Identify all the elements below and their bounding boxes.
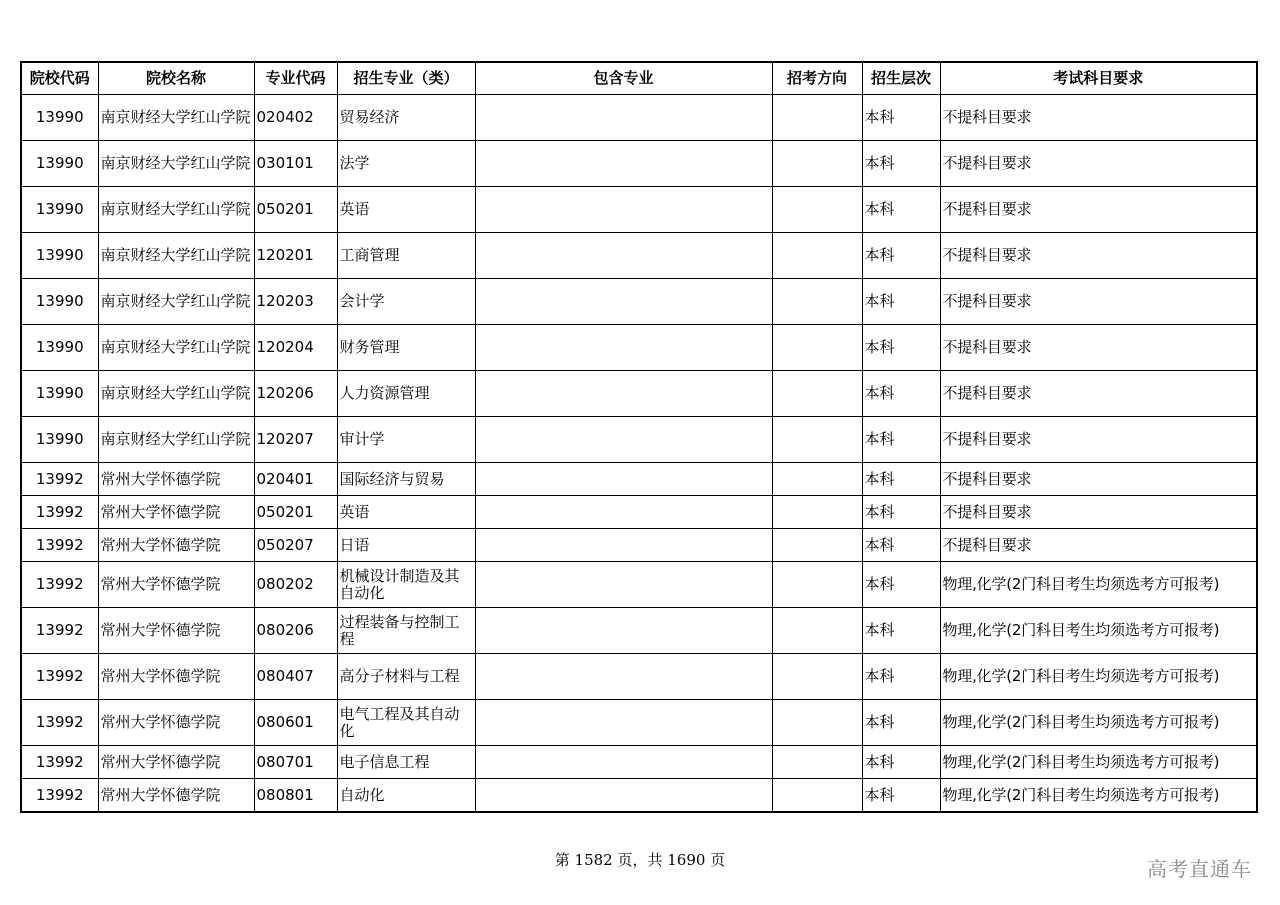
table-row [21,496,1257,529]
cell-direction [772,141,862,187]
cell-requirement: 不提科目要求 [940,463,1257,496]
table-row [21,325,1257,371]
cell-level: 本科 [862,187,940,233]
cell-includes [475,746,772,779]
table-row [21,562,1257,608]
cell-major: 审计学 [337,417,475,463]
cell-major-code: 120201 [254,233,337,279]
cell-major-code: 080801 [254,779,337,813]
cell-requirement: 不提科目要求 [940,417,1257,463]
cell-major-code: 030101 [254,141,337,187]
cell-major-code: 050201 [254,496,337,529]
cell-school-name: 常州大学怀德学院 [98,654,254,700]
cell-direction [772,233,862,279]
cell-major-code: 050201 [254,187,337,233]
cell-includes [475,779,772,813]
cell-school-code: 13992 [21,608,98,654]
cell-school-code: 13990 [21,371,98,417]
cell-major: 自动化 [337,779,475,813]
cell-level: 本科 [862,529,940,562]
table-row [21,779,1257,813]
cell-level: 本科 [862,654,940,700]
cell-direction [772,325,862,371]
cell-major: 英语 [337,187,475,233]
cell-level: 本科 [862,233,940,279]
table-row [21,417,1257,463]
cell-requirement: 不提科目要求 [940,496,1257,529]
header-direction: 招考方向 [772,62,862,95]
cell-school-name: 南京财经大学红山学院 [98,95,254,141]
cell-direction [772,779,862,813]
cell-school-name: 常州大学怀德学院 [98,496,254,529]
cell-major-code: 120207 [254,417,337,463]
header-school-code: 院校代码 [21,62,98,95]
cell-direction [772,562,862,608]
cell-level: 本科 [862,325,940,371]
cell-includes [475,562,772,608]
cell-school-code: 13990 [21,279,98,325]
cell-school-name: 南京财经大学红山学院 [98,371,254,417]
cell-school-name: 常州大学怀德学院 [98,608,254,654]
cell-requirement: 不提科目要求 [940,187,1257,233]
cell-school-name: 常州大学怀德学院 [98,746,254,779]
cell-major-code: 080601 [254,700,337,746]
cell-level: 本科 [862,562,940,608]
cell-school-name: 常州大学怀德学院 [98,700,254,746]
cell-school-name: 南京财经大学红山学院 [98,325,254,371]
cell-major-code: 120206 [254,371,337,417]
table-row [21,608,1257,654]
cell-school-code: 13992 [21,654,98,700]
table-body [21,95,1257,813]
cell-includes [475,463,772,496]
cell-requirement: 物理,化学(2门科目考生均须选考方可报考) [940,746,1257,779]
cell-major-code: 080407 [254,654,337,700]
cell-major: 电子信息工程 [337,746,475,779]
cell-requirement: 物理,化学(2门科目考生均须选考方可报考) [940,608,1257,654]
cell-major: 电气工程及其自动化 [337,700,475,746]
cell-direction [772,654,862,700]
cell-level: 本科 [862,95,940,141]
cell-direction [772,608,862,654]
table-row [21,279,1257,325]
cell-includes [475,233,772,279]
cell-school-code: 13992 [21,463,98,496]
header-requirement: 考试科目要求 [940,62,1257,95]
cell-includes [475,95,772,141]
cell-includes [475,141,772,187]
cell-major: 英语 [337,496,475,529]
table-row [21,233,1257,279]
cell-requirement: 不提科目要求 [940,233,1257,279]
table-row [21,371,1257,417]
table-row [21,141,1257,187]
cell-school-code: 13990 [21,325,98,371]
cell-direction [772,279,862,325]
cell-level: 本科 [862,417,940,463]
cell-level: 本科 [862,463,940,496]
cell-includes [475,654,772,700]
cell-major-code: 120204 [254,325,337,371]
cell-school-code: 13990 [21,233,98,279]
cell-requirement: 不提科目要求 [940,325,1257,371]
table-row [21,187,1257,233]
page-number: 第 1582 页，共 1690 页 [554,851,726,869]
cell-major-code: 080701 [254,746,337,779]
cell-requirement: 物理,化学(2门科目考生均须选考方可报考) [940,700,1257,746]
cell-requirement: 不提科目要求 [940,141,1257,187]
table-row [21,654,1257,700]
cell-includes [475,279,772,325]
cell-major-code: 080202 [254,562,337,608]
cell-includes [475,529,772,562]
cell-requirement: 物理,化学(2门科目考生均须选考方可报考) [940,654,1257,700]
cell-direction [772,463,862,496]
cell-direction [772,371,862,417]
cell-major-code: 020401 [254,463,337,496]
cell-requirement: 不提科目要求 [940,529,1257,562]
table-header-row [21,62,1257,95]
cell-major: 机械设计制造及其自动化 [337,562,475,608]
cell-school-name: 南京财经大学红山学院 [98,417,254,463]
cell-school-code: 13990 [21,141,98,187]
admission-table [20,61,1258,813]
cell-level: 本科 [862,141,940,187]
cell-includes [475,325,772,371]
cell-major-code: 050207 [254,529,337,562]
cell-major: 法学 [337,141,475,187]
header-major-code: 专业代码 [254,62,337,95]
cell-school-name: 常州大学怀德学院 [98,562,254,608]
cell-school-code: 13992 [21,779,98,813]
cell-level: 本科 [862,279,940,325]
cell-requirement: 物理,化学(2门科目考生均须选考方可报考) [940,779,1257,813]
cell-includes [475,371,772,417]
cell-school-name: 南京财经大学红山学院 [98,233,254,279]
cell-includes [475,496,772,529]
table-row [21,95,1257,141]
cell-includes [475,608,772,654]
cell-level: 本科 [862,496,940,529]
cell-includes [475,187,772,233]
cell-includes [475,700,772,746]
cell-level: 本科 [862,746,940,779]
cell-direction [772,746,862,779]
cell-major-code: 120203 [254,279,337,325]
cell-requirement: 物理,化学(2门科目考生均须选考方可报考) [940,562,1257,608]
cell-direction [772,417,862,463]
cell-major: 会计学 [337,279,475,325]
cell-school-name: 常州大学怀德学院 [98,463,254,496]
table-row [21,700,1257,746]
cell-major: 高分子材料与工程 [337,654,475,700]
cell-requirement: 不提科目要求 [940,371,1257,417]
cell-major: 贸易经济 [337,95,475,141]
cell-school-name: 南京财经大学红山学院 [98,187,254,233]
table-row [21,529,1257,562]
cell-major-code: 080206 [254,608,337,654]
cell-major: 工商管理 [337,233,475,279]
header-school-name: 院校名称 [98,62,254,95]
header-level: 招生层次 [862,62,940,95]
header-includes: 包含专业 [475,62,772,95]
cell-requirement: 不提科目要求 [940,95,1257,141]
table-row [21,463,1257,496]
cell-direction [772,187,862,233]
cell-requirement: 不提科目要求 [940,279,1257,325]
cell-direction [772,496,862,529]
cell-direction [772,700,862,746]
cell-school-name: 南京财经大学红山学院 [98,141,254,187]
cell-school-name: 南京财经大学红山学院 [98,279,254,325]
cell-direction [772,529,862,562]
cell-level: 本科 [862,371,940,417]
cell-school-code: 13990 [21,95,98,141]
table-row [21,746,1257,779]
cell-level: 本科 [862,608,940,654]
cell-school-code: 13992 [21,496,98,529]
cell-school-name: 常州大学怀德学院 [98,779,254,813]
cell-level: 本科 [862,779,940,813]
cell-major: 人力资源管理 [337,371,475,417]
cell-major: 过程装备与控制工程 [337,608,475,654]
cell-major: 财务管理 [337,325,475,371]
cell-school-code: 13992 [21,529,98,562]
cell-school-code: 13992 [21,562,98,608]
cell-major: 日语 [337,529,475,562]
cell-level: 本科 [862,700,940,746]
cell-school-code: 13990 [21,417,98,463]
watermark-text: 高考直通车 [1147,857,1252,881]
cell-direction [772,95,862,141]
header-major: 招生专业（类） [337,62,475,95]
cell-school-code: 13990 [21,187,98,233]
cell-school-code: 13992 [21,746,98,779]
cell-major: 国际经济与贸易 [337,463,475,496]
cell-includes [475,417,772,463]
cell-school-code: 13992 [21,700,98,746]
cell-major-code: 020402 [254,95,337,141]
cell-school-name: 常州大学怀德学院 [98,529,254,562]
